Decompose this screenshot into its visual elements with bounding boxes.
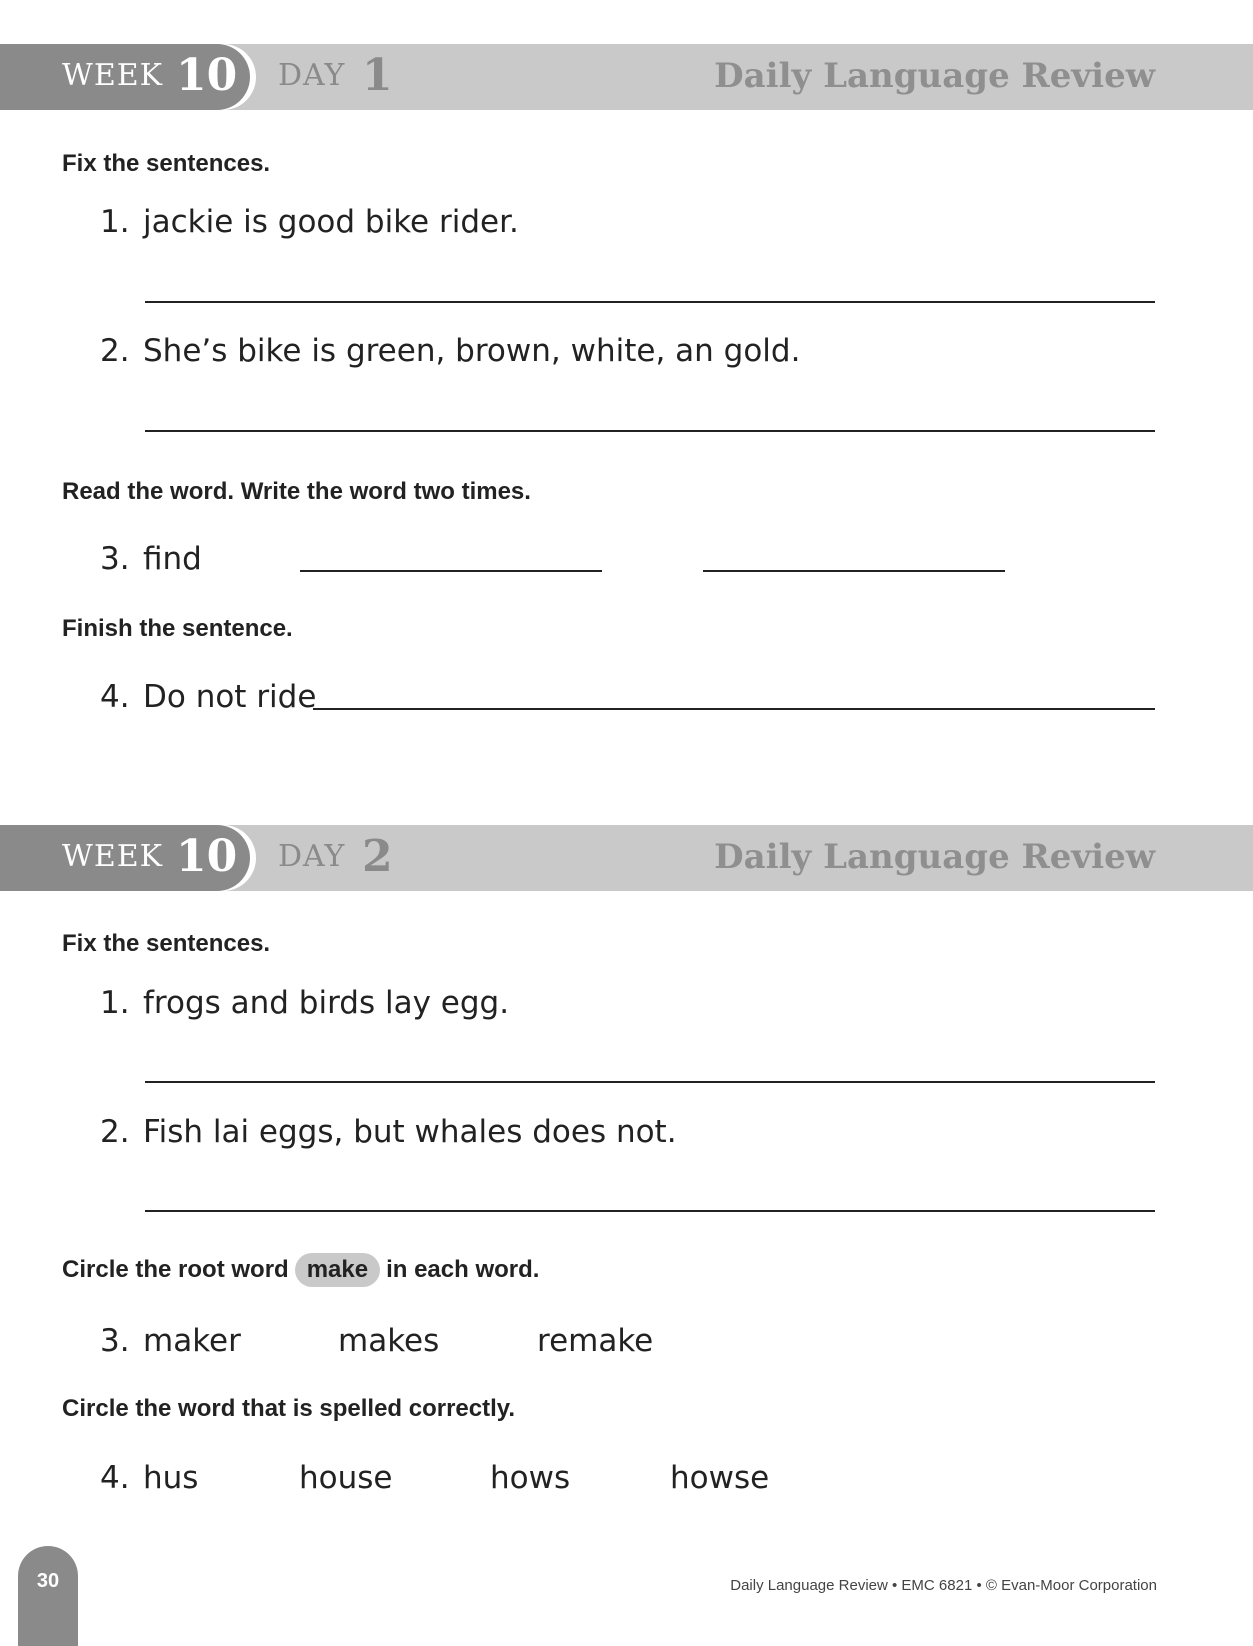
day-label: DAY [278, 58, 346, 93]
instruction-fix-sentences: Fix the sentences. [62, 930, 271, 957]
footer-credit: Daily Language Review • EMC 6821 • © Evan-Moor Corporation [730, 1577, 1157, 1594]
root-word-badge: make [295, 1253, 380, 1287]
day-number: 1 [362, 50, 393, 101]
word-choice[interactable]: house [299, 1460, 393, 1496]
question-number: 2. [100, 1114, 130, 1150]
question-text: jackie is good bike rider. [143, 204, 519, 240]
day-number: 2 [362, 831, 393, 882]
question-text: frogs and birds lay egg. [143, 985, 510, 1021]
question-number: 4. [100, 1460, 130, 1496]
word-choice[interactable]: remake [537, 1323, 654, 1359]
instruction-read-write: Read the word. Write the word two times. [62, 478, 531, 505]
review-title: Daily Language Review [714, 56, 1155, 96]
word-choice[interactable]: maker [143, 1323, 241, 1359]
week-number: 10 [176, 831, 238, 882]
answer-line[interactable] [145, 301, 1155, 303]
section-header-day-1 [0, 44, 1253, 110]
answer-line[interactable] [145, 1210, 1155, 1212]
answer-line[interactable] [300, 570, 602, 572]
question-number: 3. [100, 541, 130, 577]
week-number: 10 [176, 50, 238, 101]
page-number-tab [18, 1546, 78, 1646]
answer-line[interactable] [145, 430, 1155, 432]
word-choice[interactable]: howse [670, 1460, 770, 1496]
day-label: DAY [278, 839, 346, 874]
instruction-circle-root [62, 1253, 539, 1287]
week-tab [0, 44, 250, 110]
review-title: Daily Language Review [714, 837, 1155, 877]
answer-line[interactable] [145, 1081, 1155, 1083]
week-label: WEEK [62, 58, 164, 93]
answer-line[interactable] [313, 708, 1155, 710]
word-choice[interactable]: hus [143, 1460, 199, 1496]
word-choice[interactable]: hows [490, 1460, 571, 1496]
instruction-circle-spelled: Circle the word that is spelled correctly. [62, 1395, 516, 1422]
word-choice[interactable]: makes [338, 1323, 440, 1359]
question-text: Do not ride [143, 679, 317, 715]
question-text: find [143, 541, 202, 577]
section-header-day-2 [0, 825, 1253, 891]
week-label: WEEK [62, 839, 164, 874]
question-text: Fish lai eggs, but whales does not. [143, 1114, 677, 1150]
instruction-text: in each word. [386, 1256, 540, 1283]
page-number: 30 [36, 1570, 60, 1592]
question-number: 1. [100, 985, 130, 1021]
instruction-finish: Finish the sentence. [62, 615, 293, 642]
question-number: 2. [100, 333, 130, 369]
answer-line[interactable] [703, 570, 1005, 572]
question-number: 1. [100, 204, 130, 240]
instruction-fix-sentences: Fix the sentences. [62, 150, 271, 177]
instruction-text: Circle the root word [62, 1256, 289, 1283]
week-tab [0, 825, 250, 891]
question-number: 3. [100, 1323, 130, 1359]
question-number: 4. [100, 679, 130, 715]
question-text: She’s bike is green, brown, white, an gold. [143, 333, 801, 369]
